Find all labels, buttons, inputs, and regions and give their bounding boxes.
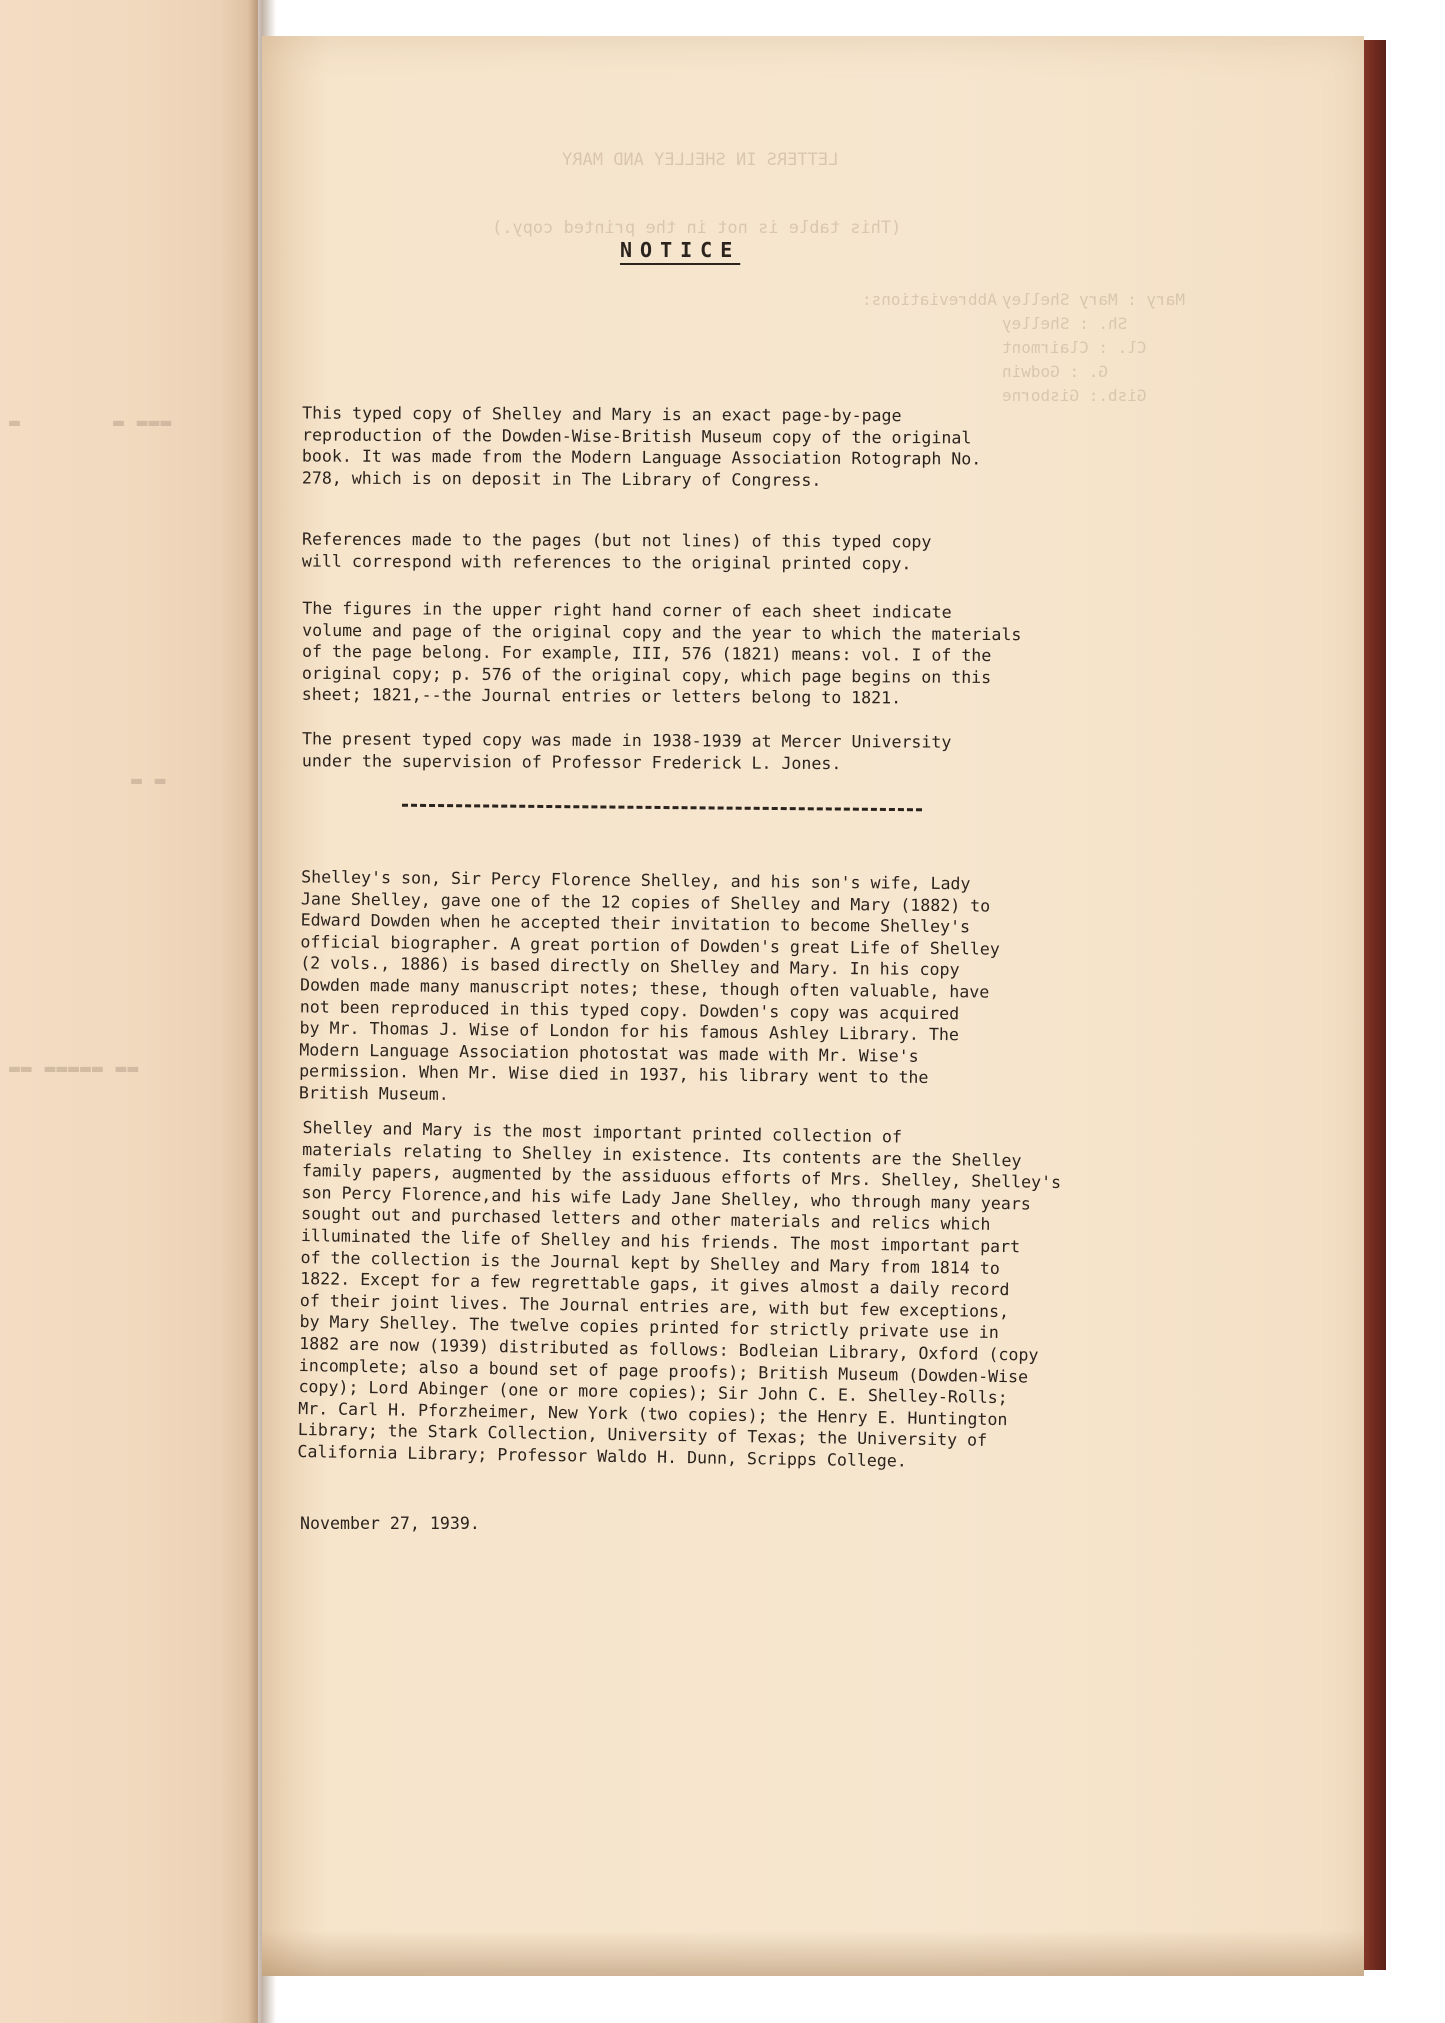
- bleed-abbrev-label: Abbreviations:: [862, 290, 997, 309]
- typed-sheet: [262, 36, 1364, 1976]
- notice-paragraph: The present typed copy was made in 1938-1939 at Mercer University under the supervision of Professor Frederick L. Jones.: [301, 729, 952, 773]
- bleed-abbrev-row: Mary : Mary Shelley: [1002, 290, 1186, 309]
- bleed-heading: LETTERS IN SHELLEY AND MARY: [562, 150, 839, 170]
- bleed-abbrev-row: Sh. : Shelley: [1002, 314, 1128, 333]
- bleed-abbrev-row: G. : Godwin: [1002, 362, 1108, 381]
- bleed-note: (This table is not in the printed copy.): [492, 218, 902, 238]
- collection-paragraph: Shelley and Mary is the most important printed collection of materials relating to Shelley in existence. Its contents are the Shelley family papers, augmented by the assiduous efforts of Mrs. Shelley, Shelley's son Percy Florence,and his wife Lady Jane Shelley, who through many years sought out and purchased letters and other materials and relics which illuminated the life of Shelley and his friends. The most important part of the collection is the Journal kept by Shelley and Mary from 1814 to 1822. Except for a few regrettable gaps, it gives almost a daily record of their joint lives. The Journal entries are, with but few exceptions, by Mary Shelley. The twelve copies printed for strictly private use in 1882 are now (1939) distributed as follows: Bodleian Library, Oxford (copy incomplete; also a bound set of page proofs); British Museum (Dowden-Wise copy); Lord Abinger (one or more copies); Sir John C. E. Shelley-Rolls; Mr. Carl H. Pforzheimer, New York (two copies); the Henry E. Huntington Library; the Stark Collection, University of Texas; the University of California Library; Professor Waldo H. Dunn, Scripps College.: [297, 1118, 1062, 1471]
- notice-page: [262, 36, 1364, 1976]
- notice-paragraph: This typed copy of Shelley and Mary is an exact page-by-page reproduction of the Dowden-Wise-British Museum copy of the original book. It was made from the Modern Language Association Rotograph No. 278, which is on deposit in The Library of Congress.: [301, 403, 982, 490]
- notice-paragraph: References made to the pages (but not lines) of this typed copy will correspond with references to the original printed copy.: [301, 529, 932, 573]
- left-page: [0, 0, 258, 2023]
- left-page-bleed-through: ▬▬▬ ▬ ▬ ▬ ▬ ▬▬ ▬▬▬▬▬ ▬▬: [8, 412, 172, 1079]
- sheet-bottom-shadow: [262, 1930, 1364, 1976]
- bleed-abbrev-row: Gisb.: Gisborne: [1002, 386, 1147, 405]
- date-line: November 27, 1939.: [300, 1514, 480, 1533]
- bleed-abbrev-row: Cl. : Clairmont: [1002, 338, 1147, 357]
- history-paragraph: Shelley's son, Sir Percy Florence Shelley, and his son's wife, Lady Jane Shelley, gave one of the 12 copies of Shelley and Mary (1882) to Edward Dowden when he accepted their invitation to become Shelley's official biographer. A great portion of Dowden's great Life of Shelley (2 vols., 1886) is based directly on Shelley and Mary. In his copy Dowden made many manuscript notes; these, though often valuable, have not been reproduced in this typed copy. Dowden's copy was acquired by Mr. Thomas J. Wise of London for his famous Ashley Library. The Modern Language Association photostat was made with Mr. Wise's permission. When Mr. Wise died in 1937, his library went to the British Museum.: [298, 867, 1000, 1104]
- section-divider: [402, 804, 922, 812]
- page-title: NOTICE: [620, 238, 741, 262]
- notice-paragraph: The figures in the upper right hand corner of each sheet indicate volume and page of the original copy and the year to which the materials of the page belong. For example, III, 576 (1821) means: vol. I of the original copy; p. 576 of the original copy, which page begins on this sheet; 1821,--the Journal entries or letters belong to 1821.: [301, 598, 1022, 708]
